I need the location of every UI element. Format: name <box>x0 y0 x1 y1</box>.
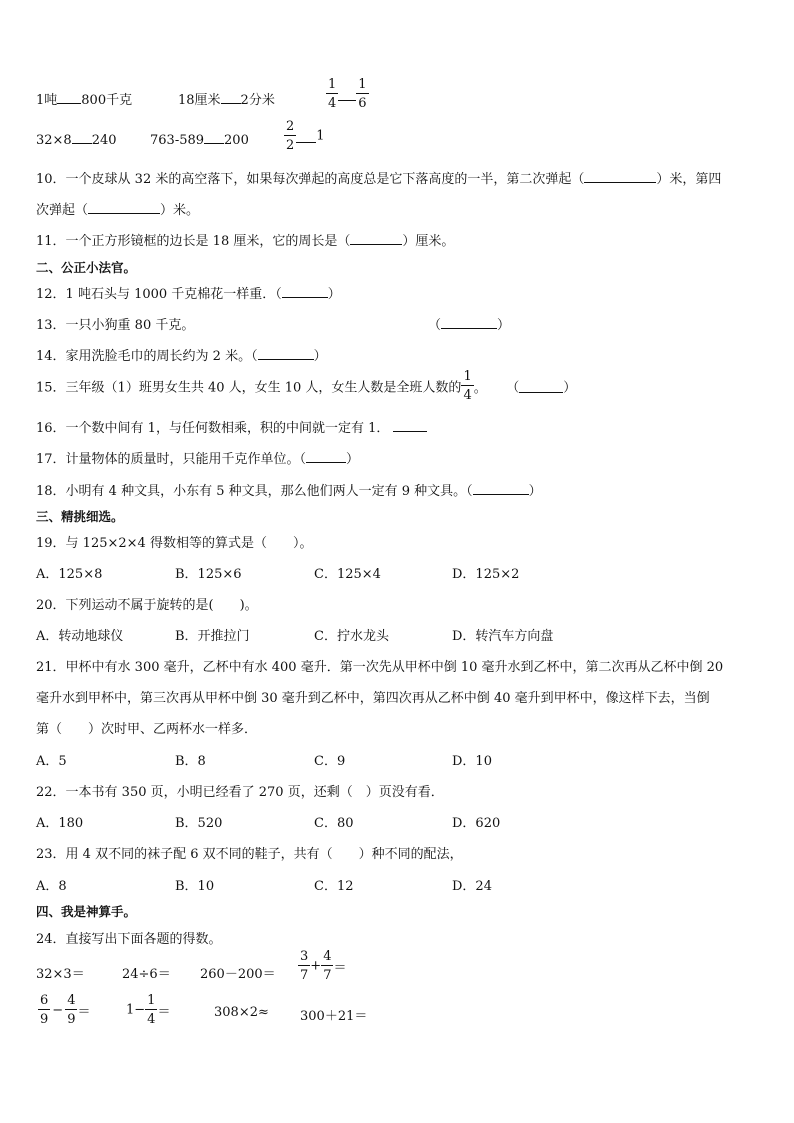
question-10-cont <box>36 199 199 218</box>
compare-left: 763-589 <box>150 133 205 148</box>
question-text: ） <box>327 287 341 302</box>
operator: ＝ <box>333 960 347 976</box>
option-c[interactable]: C．9 <box>314 754 346 769</box>
denominator: 4 <box>463 388 472 403</box>
option-b[interactable]: B．10 <box>175 879 215 894</box>
denominator: 6 <box>358 96 367 111</box>
numerator: 4 <box>323 949 332 964</box>
numerator: 3 <box>300 949 309 964</box>
answer-blank[interactable] <box>306 450 346 463</box>
compare-item <box>326 78 369 110</box>
option-b[interactable]: B．520 <box>175 816 223 831</box>
numerator: 4 <box>67 993 76 1008</box>
fraction <box>356 78 368 110</box>
compare-left: 1吨 <box>36 93 58 108</box>
denominator: 4 <box>147 1012 156 1027</box>
compare-right: 2分米 <box>240 93 275 108</box>
option-d[interactable]: D．125×2 <box>452 567 520 582</box>
question-text: ） <box>313 349 327 364</box>
answer-blank[interactable] <box>88 201 160 214</box>
calc-item <box>126 994 170 1026</box>
denominator: 9 <box>40 1012 49 1027</box>
fraction <box>298 950 310 982</box>
answer-blank[interactable] <box>221 91 241 104</box>
answer-blank[interactable] <box>350 232 402 245</box>
answer-blank[interactable] <box>584 170 656 183</box>
question-18 <box>36 480 542 499</box>
compare-left: 18厘米 <box>178 93 221 108</box>
question-text: 11．一个正方形镜框的边长是 18 厘米，它的周长是（ <box>36 234 351 249</box>
question-text: 次弹起（ <box>36 203 89 218</box>
numerator: 1 <box>147 993 156 1008</box>
answer-blank[interactable] <box>296 130 316 143</box>
question-16 <box>36 417 427 436</box>
question-17 <box>36 448 359 467</box>
answer-blank[interactable] <box>204 131 224 144</box>
numerator: 2 <box>286 119 295 134</box>
paren: ） <box>563 380 577 396</box>
answer-blank[interactable] <box>282 285 328 298</box>
compare-item <box>36 131 117 148</box>
answer-blank[interactable] <box>473 482 529 495</box>
numerator: 1 <box>358 77 367 92</box>
calc-item: 32×3＝ <box>36 967 85 982</box>
compare-item <box>150 131 249 148</box>
option-a[interactable]: A．180 <box>36 816 84 831</box>
question-19: 19．与 125×2×4 得数相等的算式是（ ）。 <box>36 536 313 551</box>
question-text: 17．计量物体的质量时，只能用千克作单位。（ <box>36 452 307 467</box>
compare-right: 1 <box>316 128 325 144</box>
question-21-cont: 毫升水到甲杯中，第三次再从甲杯中倒 30 毫升到乙杯中，第四次再从乙杯中倒 40 毫升到甲杯中，像这样下去，当倒 <box>36 691 710 706</box>
answer-blank[interactable] <box>441 316 497 329</box>
question-text: 18．小明有 4 种文具，小东有 5 种文具，那么他们两人一定有 9 种文具。（ <box>36 484 473 499</box>
answer-blank[interactable] <box>57 91 81 104</box>
question-20: 20．下列运动不属于旋转的是( )。 <box>36 598 258 613</box>
question-13-answer <box>428 314 510 333</box>
question-text: 12．1 吨石头与 1000 千克棉花一样重．（ <box>36 287 282 302</box>
option-d[interactable]: D．10 <box>452 754 492 769</box>
fraction <box>284 120 296 152</box>
question-13 <box>36 314 194 333</box>
option-d[interactable]: D．620 <box>452 816 501 831</box>
calc-item: 308×2≈ <box>214 1005 269 1020</box>
question-23: 23．用 4 双不同的袜子配 6 双不同的鞋子，共有（ ）种不同的配法， <box>36 847 463 862</box>
fraction <box>65 994 77 1026</box>
option-c[interactable]: C．125×4 <box>314 567 381 582</box>
section-heading: 二、公正小法官。 <box>36 260 137 275</box>
question-text: 。 <box>473 380 487 396</box>
question-text: 10．一个皮球从 32 米的高空落下，如果每次弹起的高度总是它下落高度的一半，第二次弹起（ <box>36 172 585 187</box>
denominator: 7 <box>323 968 332 983</box>
question-11 <box>36 230 454 249</box>
question-text: ）米，第四 <box>656 172 722 187</box>
calc-item <box>298 950 346 982</box>
option-d[interactable]: D．转汽车方向盘 <box>452 629 554 644</box>
option-d[interactable]: D．24 <box>452 879 492 894</box>
denominator: 2 <box>286 138 295 153</box>
compare-right: 800千克 <box>81 93 133 108</box>
option-b[interactable]: B．125×6 <box>175 567 242 582</box>
numerator: 1 <box>463 369 472 384</box>
question-22: 22．一本书有 350 页，小明已经看了 270 页，还剩（ ）页没有看． <box>36 785 444 800</box>
answer-blank[interactable] <box>258 347 314 360</box>
question-text: ） <box>346 452 360 467</box>
denominator: 9 <box>67 1012 76 1027</box>
fraction <box>145 994 157 1026</box>
calc-item: 24÷6＝ <box>122 967 171 982</box>
compare-item <box>36 89 132 108</box>
option-c[interactable]: C．12 <box>314 879 354 894</box>
option-c[interactable]: C．80 <box>314 816 354 831</box>
option-a[interactable]: A．转动地球仪 <box>36 629 124 644</box>
denominator: 7 <box>300 968 309 983</box>
question-12 <box>36 283 341 302</box>
option-a[interactable]: A．5 <box>36 754 67 769</box>
option-b[interactable]: B．开推拉门 <box>175 629 250 644</box>
option-a[interactable]: A．8 <box>36 879 67 894</box>
operator: 1− <box>126 1002 146 1018</box>
operator: ＝ <box>157 1004 171 1020</box>
paren: ） <box>497 318 511 333</box>
question-text: ）米。 <box>160 203 200 218</box>
answer-blank[interactable] <box>72 131 92 144</box>
calc-item: 260－200＝ <box>200 967 276 982</box>
operator: + <box>310 958 322 974</box>
fraction <box>321 950 333 982</box>
question-21-cont: 第（ ）次时甲、乙两杯水一样多． <box>36 722 258 737</box>
calc-item <box>38 994 90 1026</box>
question-text: ） <box>528 484 542 499</box>
compare-right: 200 <box>224 133 249 148</box>
section-heading: 三、精挑细选。 <box>36 509 124 524</box>
section-heading: 四、我是神算手。 <box>36 904 137 919</box>
operator: ＝ <box>77 1004 91 1020</box>
compare-right: 240 <box>91 133 117 148</box>
calc-item: 300＋21＝ <box>300 1009 368 1024</box>
question-text: 14．家用洗脸毛巾的周长约为 2 米。（ <box>36 349 258 364</box>
compare-item <box>284 120 325 152</box>
fraction <box>38 994 50 1026</box>
numerator: 1 <box>328 77 337 92</box>
option-a[interactable]: A．125×8 <box>36 567 103 582</box>
compare-left: 32×8 <box>36 133 72 148</box>
answer-blank[interactable] <box>393 419 427 432</box>
option-c[interactable]: C．拧水龙头 <box>314 629 389 644</box>
paren: （ <box>512 380 520 396</box>
question-text: 15．三年级（1）班男女生共 40 人，女生 10 人，女生人数是全班人数的 <box>36 380 462 396</box>
question-14 <box>36 345 327 364</box>
denominator: 4 <box>328 96 337 111</box>
question-21: 21．甲杯中有水 300 毫升，乙杯中有水 400 毫升．第一次先从甲杯中倒 10 毫升水到乙杯中，第二次再从乙杯中倒 20 <box>36 660 724 675</box>
operator: − <box>52 1002 64 1018</box>
fraction <box>461 370 473 402</box>
paren: （ <box>428 318 442 333</box>
numerator: 6 <box>40 993 49 1008</box>
question-text: ）厘米。 <box>402 234 455 249</box>
fraction <box>326 78 338 110</box>
question-24: 24．直接写出下面各题的得数。 <box>36 932 222 947</box>
answer-blank[interactable] <box>519 380 563 393</box>
compare-item <box>178 89 275 108</box>
option-b[interactable]: B．8 <box>175 754 206 769</box>
question-10 <box>36 168 721 187</box>
question-text: 16．一个数中间有 1，与任何数相乘，积的中间就一定有 1． <box>36 421 390 436</box>
question-text: 13．一只小狗重 80 千克。 <box>36 318 195 333</box>
answer-blank[interactable] <box>338 88 356 101</box>
question-15 <box>36 370 576 402</box>
